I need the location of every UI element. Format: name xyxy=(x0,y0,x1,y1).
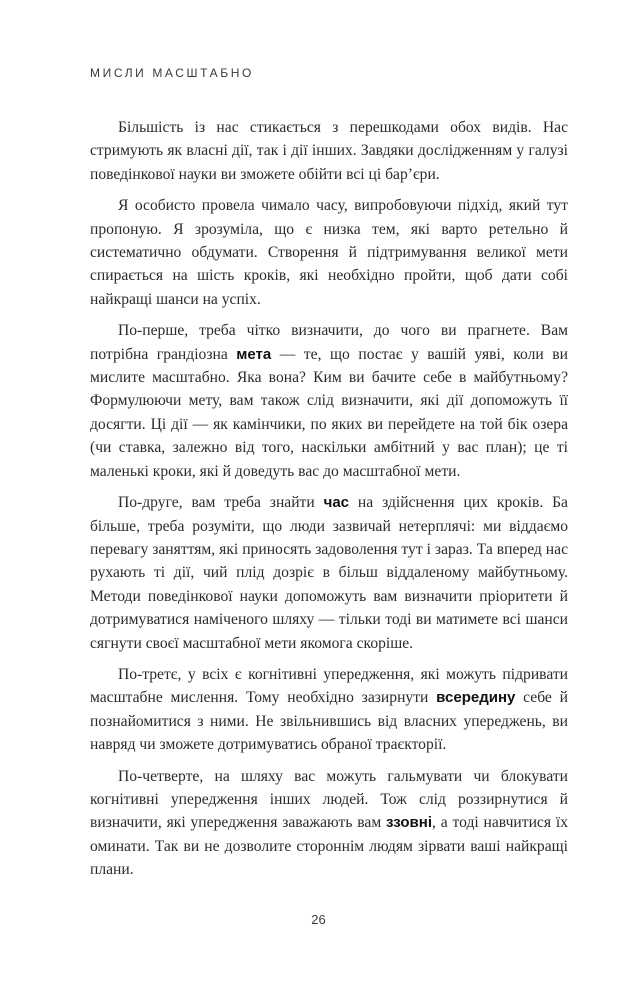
paragraph-4-text-a: По-друге, вам треба знайти xyxy=(118,494,324,512)
paragraph-2: Я особисто провела чимало часу, випробовуючи підхід, який тут пропоную. Я зрозуміла, що є низка тем, які варто ретельно й систематично обдумати. Створення й підтримування великої мети спирається на шість кроків, які необхідно пройти, щоб дати собі найкращі шанси на успіх. xyxy=(90,197,568,308)
paragraph-4-text-b: на здійснення цих кроків. Ба більше, треба розуміти, що люди зазвичай нетерплячі: ми віддаємо перевагу заняттям, які приносять задоволення тут і зараз. Та вперед нас рухають ті дії, чий плід дозріє в більш віддаленому майбутньому. Методи поведінкової науки допоможуть вам визначити пріоритети й дотримуватися наміченого шляху — тільки тоді ви матимете всі шанси сягнути своєї масштабної мети якомога скоріше. xyxy=(90,494,568,652)
page-number: 26 xyxy=(311,912,326,927)
paragraph-5-text-b: себе й познайомитися з ними. Не звільнившись від власних упереджень, ви навряд чи зможете дотримуватись обраної траєкторії. xyxy=(90,689,568,754)
emphasis-time: час xyxy=(323,494,350,512)
paragraph-3-text-a: По-перше, треба чітко визначити, до чого ви прагнете. Вам потрібна грандіозна xyxy=(90,322,568,363)
emphasis-outside: ззовні xyxy=(386,814,432,832)
paragraph-1: Більшість із нас стикається з перешкодами обох видів. Нас стримують як власні дії, так і дії інших. Завдяки дослідженням у галузі поведінкової науки ви зможете обійти всі ці бар’єри. xyxy=(90,119,568,183)
paragraph-6-text-a: По-четверте, на шляху вас можуть гальмувати чи блокувати когнітивні упередження інших людей. Тож слід роззирнутися й визначити, які упередження заважають вам xyxy=(90,767,568,832)
paragraph-3 xyxy=(90,319,568,483)
paragraph-5 xyxy=(90,663,568,757)
paragraph-3-text-b: — те, що постає у вашій уяві, коли ви мислите масштабно. Яка вона? Ким ви бачите себе в майбутньому? Формулюючи мету, вам також слід визначити, які дії допоможуть її досягти. Ці дії — як камінчики, по яких ви перейдете на той бік озера (чи ставка, залежно від того, наскільки амбітний у вас план); це ті маленькі кроки, які й доведуть вас до масштабної мети. xyxy=(90,345,568,480)
body-text xyxy=(90,116,568,882)
running-head: МИСЛИ МАСШТАБНО xyxy=(90,66,254,80)
emphasis-goal: мета xyxy=(236,345,272,363)
paragraph-5-text-a: По-третє, у всіх є когнітивні упередження, які можуть підривати масштабне мислення. Тому необхідно зазирнути xyxy=(90,665,568,707)
paragraph-4 xyxy=(90,491,568,655)
paragraph-6 xyxy=(90,765,568,882)
paragraph-6-text-b: , а тоді навчитися їх оминати. Так ви не дозволите стороннім людям зірвати ваші найкращі плани. xyxy=(90,814,568,879)
emphasis-inside: всередину xyxy=(436,689,516,707)
